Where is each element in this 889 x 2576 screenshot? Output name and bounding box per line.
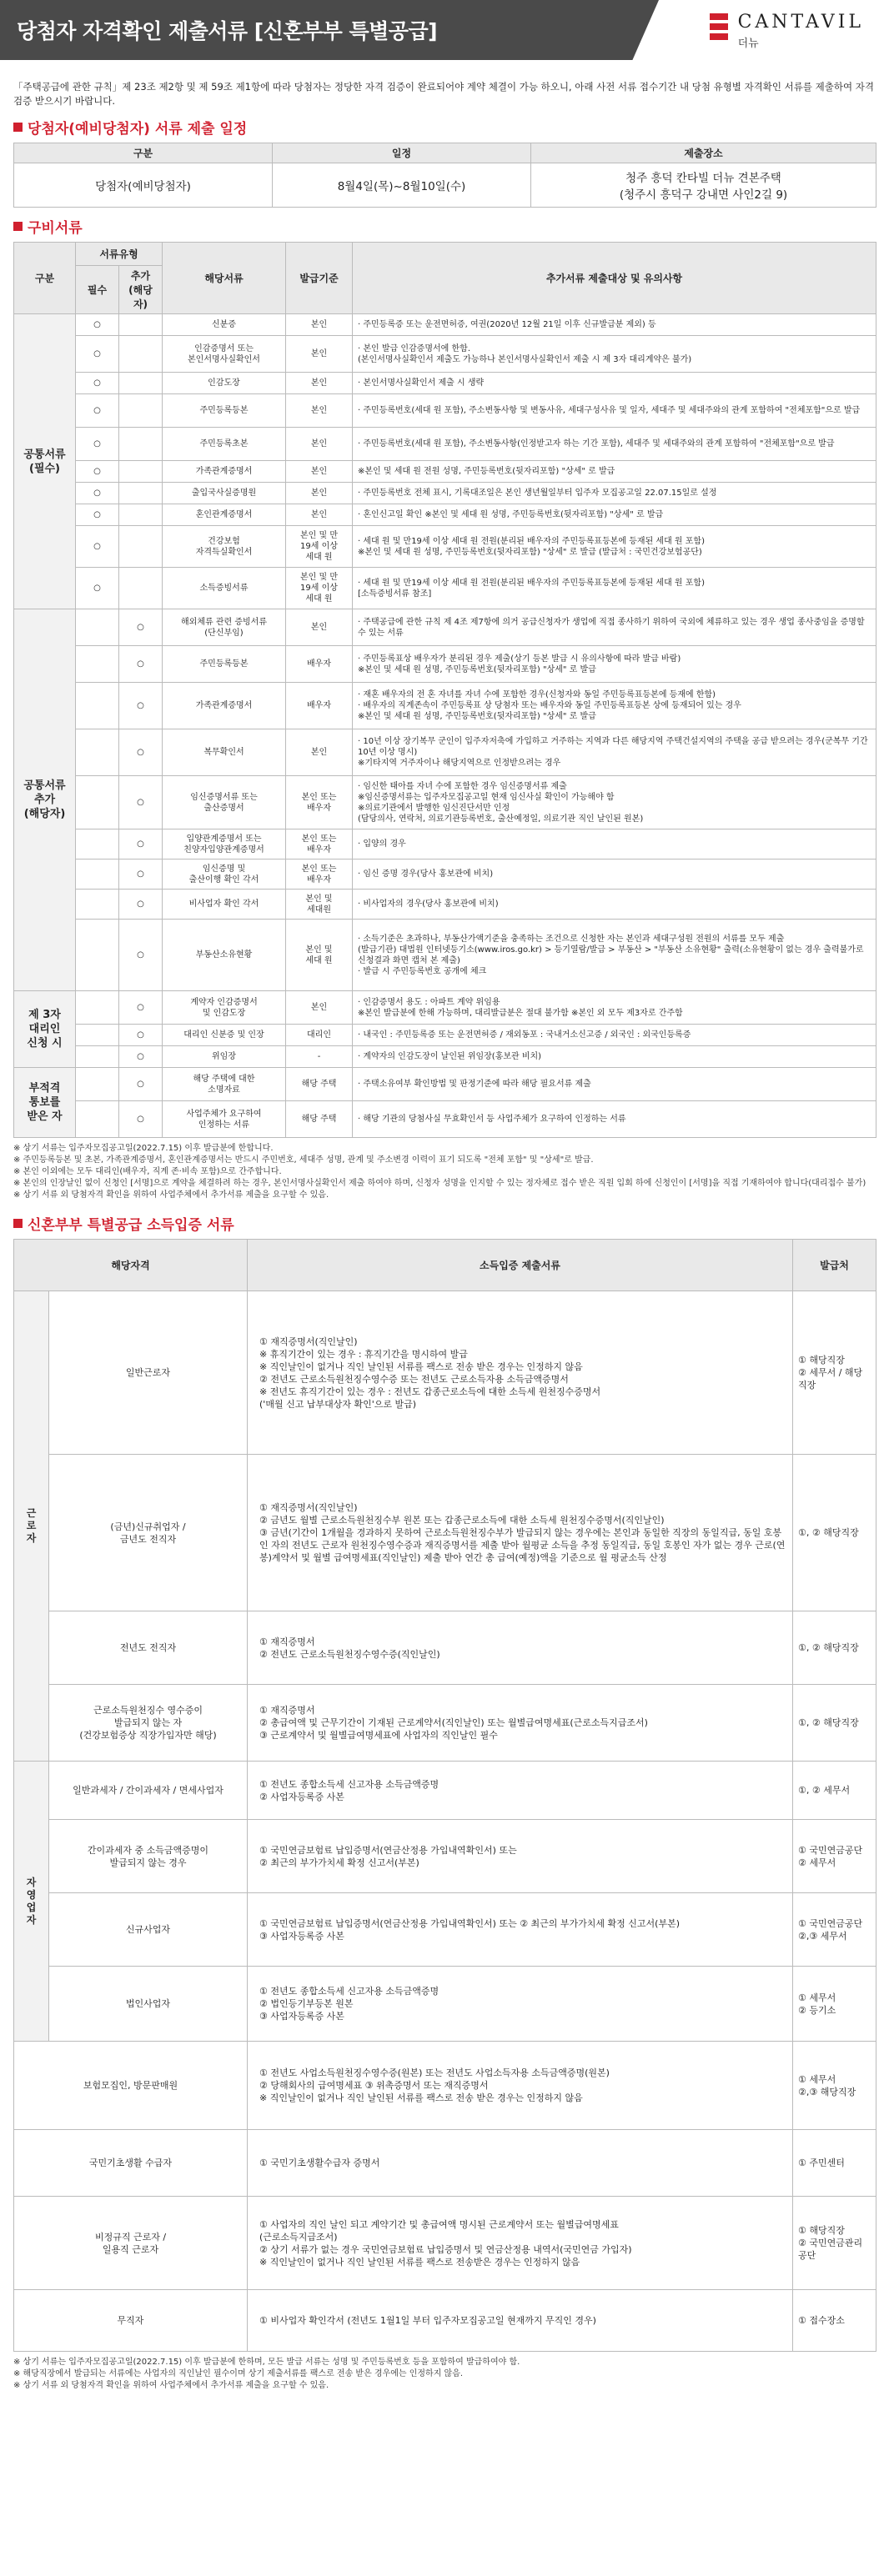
page-title: 당첨자 자격확인 제출서류 [신혼부부 특별공급] (17, 19, 438, 43)
docs-cell-add: ○ (119, 1025, 163, 1046)
schedule-header: 구분 (14, 143, 273, 163)
bullet-square-icon (13, 1219, 23, 1228)
income-docs: ① 재직증명서(직인날인) ② 금년도 월별 근로소득원천징수부 원본 또는 갑종근로소득에 대한 소득세 원천징수증명서(직인날인) ③ 금년(기간이 1개월을 경과하지 못하여 근로소득원천징수부가 발급되지 않는 경우에는 본인과 동일한 직장의 동일직급, 동일 호봉인 자의 전년도 근로자 원천징수영수증과 재직증명서를 제출 받아 월평균 소득을 추정 동일직급, 동일 호봉인 자가 없는 경우 근로(연봉)계약서 및 월별 급여명세표(직인날인) 제출 받아 연간 총 급여(예정)액을 기준으로 월 평균소득 산정 (248, 1455, 793, 1611)
income-qualification: 전년도 전직자 (49, 1611, 248, 1685)
docs-row (14, 1101, 876, 1138)
docs-cell-req (76, 1101, 119, 1138)
income-qualification: 신규사업자 (49, 1893, 248, 1967)
docs-cell-doc: 인감도장 (163, 373, 286, 394)
docs-cell-doc: 주민등록초본 (163, 428, 286, 461)
docs-cell-add (119, 336, 163, 373)
docs-cell-req: ○ (76, 526, 119, 568)
docs-row (14, 373, 876, 394)
income-row (14, 2290, 876, 2352)
docs-header: 추가 (해당자) (119, 266, 163, 314)
docs-cell-doc: 비사업자 확인 각서 (163, 890, 286, 920)
docs-row (14, 504, 876, 526)
docs-cell-note: · 주민등록표상 배우자가 분리된 경우 제출(상기 등본 발급 시 유의사항에 따라 발급 바람) ※본인 및 세대 원 성명, 주민등록번호(뒷자리포함) "상세" 로 발급 (353, 646, 876, 683)
income-row (14, 1455, 876, 1611)
docs-cell-basis: - (286, 1046, 353, 1068)
docs-cell-basis: 본인 (286, 394, 353, 428)
docs-cell-add: ○ (119, 890, 163, 920)
income-qualification: 보험모집인, 방문판매원 (14, 2042, 248, 2130)
docs-cell-add: ○ (119, 860, 163, 890)
income-qualification: 근로소득원천징수 영수증이 발급되지 않는 자 (건강보험증상 직장가입자만 해당) (49, 1685, 248, 1762)
docs-cell-req (76, 890, 119, 920)
docs-cell-note: · 주택소유여부 확인방법 및 판정기준에 따라 해당 필요서류 제출 (353, 1068, 876, 1101)
docs-group-label: 공통서류 추가 (해당자) (14, 609, 76, 991)
income-issuer: ①, ② 해당직장 (793, 1455, 876, 1611)
docs-cell-basis: 본인 또는 배우자 (286, 860, 353, 890)
docs-cell-req (76, 1068, 119, 1101)
income-row (14, 1762, 876, 1820)
income-row (14, 1820, 876, 1893)
docs-cell-note: · 해당 기관의 당첨사실 무효확인서 등 사업주체가 요구하여 인정하는 서류 (353, 1101, 876, 1138)
income-docs: ① 재직증명서 ② 총급여액 및 근무기간이 기재된 근로계약서(직인날인) 또는 월별급여명세표(근로소득지급조서) ③ 근로계약서 및 월별급여명세표에 사업자의 직인날인 필수 (248, 1685, 793, 1762)
docs-cell-basis: 본인 및 세대 원 (286, 920, 353, 991)
docs-cell-note: · 재혼 배우자의 전 혼 자녀를 자녀 수에 포함한 경우(신청자와 동일 주민등록표등본에 등재에 한함) · 배우자의 직계존속이 주민등록표 상 당첨자 또는 배우자와 동일 주민등록표등본 상에 등재되어 있는 경우 ※본인 및 세대 원 성명, 주민등록번호(뒷자리포함) "상세" 로 발급 (353, 683, 876, 729)
docs-cell-doc: 가족관계증명서 (163, 683, 286, 729)
income-header: 발급처 (793, 1240, 876, 1291)
income-qualification: (금년)신규취업자 / 금년도 전직자 (49, 1455, 248, 1611)
income-issuer: ① 국민연금공단 ②,③ 세무서 (793, 1893, 876, 1967)
brand-sub: 더뉴 (737, 38, 759, 50)
docs-group-label: 부적격 통보를 받은 자 (14, 1068, 76, 1138)
income-header: 해당자격 (14, 1240, 248, 1291)
schedule-cell: 8월4일(목)~8월10일(수) (273, 163, 531, 208)
docs-row (14, 776, 876, 829)
bullet-square-icon (13, 123, 23, 132)
docs-cell-note: · 혼인신고일 확인 ※본인 및 세대 원 성명, 주민등록번호(뒷자리포함) "상세" 로 발급 (353, 504, 876, 526)
docs-cell-basis: 본인 및 만 19세 이상 세대 원 (286, 568, 353, 609)
schedule-header: 제출장소 (531, 143, 876, 163)
docs-row (14, 729, 876, 776)
income-qualification: 국민기초생활 수급자 (14, 2130, 248, 2197)
docs-cell-req: ○ (76, 568, 119, 609)
docs-cell-add (119, 314, 163, 336)
docs-cell-basis: 해당 주택 (286, 1068, 353, 1101)
docs-cell-doc: 가족관계증명서 (163, 461, 286, 483)
docs-row (14, 890, 876, 920)
docs-header: 필수 (76, 266, 119, 314)
docs-cell-note: · 10년 이상 장기복무 군인이 입주자저축에 가입하고 거주하는 지역과 다른 해당지역 주택건설지역의 주택을 공급 받으려는 경우(군복무 기간 10년 이상 명시) ※기타지역 거주자이나 해당지역으로 인정받으려는 경우 (353, 729, 876, 776)
income-row (14, 1967, 876, 2042)
docs-cell-add: ○ (119, 1046, 163, 1068)
docs-row (14, 1046, 876, 1068)
note-line: ※ 해당직장에서 발급되는 서류에는 사업자의 직인날인 필수이며 상기 제출서류를 팩스로 전송 받은 경우에는 인정하지 않음. (13, 2369, 464, 2378)
docs-group-label: 공통서류 (필수) (14, 314, 76, 609)
docs-header: 서류유형 (76, 243, 163, 266)
docs-cell-doc: 소득증빙서류 (163, 568, 286, 609)
income-row (14, 2130, 876, 2197)
note-line: ※ 상기 서류 외 당첨자격 확인을 위하여 사업주체에서 추가서류 제출을 요구할 수 있음. (13, 1190, 329, 1200)
docs-cell-doc: 신분증 (163, 314, 286, 336)
docs-row (14, 526, 876, 568)
docs-row (14, 394, 876, 428)
brand-logo (738, 12, 864, 50)
income-docs: ① 재직증명서 ② 전년도 근로소득원천징수영수증(직인날인) (248, 1611, 793, 1685)
income-issuer: ① 국민연금공단 ② 세무서 (793, 1820, 876, 1893)
docs-cell-basis: 본인 또는 배우자 (286, 776, 353, 829)
docs-cell-basis: 해당 주택 (286, 1101, 353, 1138)
income-qualification: 일반근로자 (49, 1291, 248, 1455)
income-qualification: 무직자 (14, 2290, 248, 2352)
income-docs: ① 비사업자 확인각서 (전년도 1월1일 부터 입주자모집공고일 현재까지 무직인 경우) (248, 2290, 793, 2352)
docs-cell-req (76, 1046, 119, 1068)
docs-notes (13, 1143, 876, 1201)
docs-header: 발급기준 (286, 243, 353, 314)
docs-row (14, 991, 876, 1025)
income-group-label: 근 로 자 (14, 1291, 49, 1762)
docs-cell-basis: 본인 (286, 314, 353, 336)
income-issuer: ①, ② 해당직장 (793, 1611, 876, 1685)
docs-cell-doc: 부동산소유현황 (163, 920, 286, 991)
income-row (14, 1291, 876, 1455)
docs-cell-doc: 임신증명서류 또는 출산증명서 (163, 776, 286, 829)
docs-cell-basis: 본인 (286, 373, 353, 394)
docs-cell-req: ○ (76, 394, 119, 428)
docs-row (14, 920, 876, 991)
income-table (13, 1239, 876, 2352)
docs-cell-req (76, 920, 119, 991)
docs-cell-basis: 본인 (286, 483, 353, 504)
docs-cell-doc: 출입국사실증명원 (163, 483, 286, 504)
docs-cell-basis: 본인 (286, 461, 353, 483)
docs-cell-req: ○ (76, 336, 119, 373)
docs-row (14, 483, 876, 504)
docs-cell-basis: 본인 (286, 336, 353, 373)
docs-cell-add (119, 504, 163, 526)
docs-cell-add: ○ (119, 991, 163, 1025)
docs-row (14, 1025, 876, 1046)
income-notes (13, 2357, 876, 2392)
income-issuer: ① 세무서 ② 등기소 (793, 1967, 876, 2042)
income-group-label: 자 영 업 자 (14, 1762, 49, 2042)
income-header: 소득입증 제출서류 (248, 1240, 793, 1291)
income-row (14, 1611, 876, 1685)
docs-row (14, 314, 876, 336)
docs-cell-req: ○ (76, 483, 119, 504)
docs-row (14, 461, 876, 483)
docs-cell-doc: 인감증명서 또는 본인서명사실확인서 (163, 336, 286, 373)
docs-cell-add: ○ (119, 683, 163, 729)
docs-cell-req (76, 860, 119, 890)
docs-cell-note: · 임신한 태아를 자녀 수에 포함한 경우 임신증명서류 제출 ※임신증명서류는 입주자모집공고일 현재 임신사실 확인이 가능해야 함 ※의료기관에서 발행한 임신진단서만 인정 (담당의사, 연락처, 의료기관등록번호, 출산예정일, 의료기관 직인 날인된 원본) (353, 776, 876, 829)
docs-cell-note: · 계약자의 인감도장이 날인된 위임장(홍보관 비치) (353, 1046, 876, 1068)
note-line: ※ 상기 서류 외 당첨자격 확인을 위하여 사업주체에서 추가서류 제출을 요구할 수 있음. (13, 2381, 329, 2390)
income-issuer: ①, ② 세무서 (793, 1762, 876, 1820)
docs-cell-basis: 본인 (286, 504, 353, 526)
schedule-table (13, 143, 876, 208)
docs-cell-basis: 본인 또는 배우자 (286, 829, 353, 860)
docs-row (14, 646, 876, 683)
income-docs: ① 국민연금보험료 납입증명서(연금산정용 가입내역확인서) 또는 ② 최근의 부가가치세 확정 신고서(부본) (248, 1820, 793, 1893)
docs-group-label: 제 3자 대리인 신청 시 (14, 991, 76, 1068)
docs-cell-req: ○ (76, 428, 119, 461)
docs-cell-basis: 본인 (286, 729, 353, 776)
docs-header: 구분 (14, 243, 76, 314)
docs-cell-req (76, 646, 119, 683)
income-docs: ① 국민연금보험료 납입증명서(연금산정용 가입내역확인서) 또는 ② 최근의 부가가치세 확정 신고서(부본) ③ 사업자등록증 사본 (248, 1893, 793, 1967)
docs-cell-add: ○ (119, 920, 163, 991)
docs-cell-req (76, 991, 119, 1025)
income-issuer: ① 해당직장 ② 세무서 / 해당직장 (793, 1291, 876, 1455)
income-row (14, 1893, 876, 1967)
docs-cell-note: · 본인서명사실확인서 제출 시 생략 (353, 373, 876, 394)
income-qualification: 비정규직 근로자 / 일용직 근로자 (14, 2197, 248, 2290)
income-qualification: 법인사업자 (49, 1967, 248, 2042)
docs-cell-basis: 본인 (286, 991, 353, 1025)
docs-cell-basis: 대리인 (286, 1025, 353, 1046)
docs-cell-basis: 배우자 (286, 683, 353, 729)
brand-name: CANTAVIL (737, 12, 864, 33)
schedule-cell: 청주 흥덕 칸타빌 더뉴 견본주택 (청주시 흥덕구 강내면 사인2길 9) (531, 163, 876, 208)
docs-cell-add: ○ (119, 829, 163, 860)
income-issuer: ① 해당직장 ② 국민연금관리공단 (793, 2197, 876, 2290)
docs-row (14, 829, 876, 860)
docs-cell-doc: 임신증명 및 출산이행 확인 각서 (163, 860, 286, 890)
income-row (14, 2197, 876, 2290)
docs-header: 추가서류 제출대상 및 유의사항 (353, 243, 876, 314)
income-row (14, 1685, 876, 1762)
docs-cell-req (76, 729, 119, 776)
income-docs: ① 국민기초생활수급자 증명서 (248, 2130, 793, 2197)
page-header (0, 0, 889, 68)
note-line: ※ 상기 서류는 입주자모집공고일(2022.7.15) 이후 발급분에 한합니다. (13, 1144, 274, 1153)
docs-cell-note: ※본인 및 세대 원 전원 성명, 주민등록번호(뒷자리포함) "상세" 로 발급 (353, 461, 876, 483)
docs-cell-note: · 세대 원 및 만19세 이상 세대 원 전원(분리된 배우자의 주민등록표등본에 등재된 세대 원 포함) ※본인 및 세대 원 성명, 주민등록번호(뒷자리포함) "상세" 로 발급 (발급처 : 국민건강보험공단) (353, 526, 876, 568)
docs-cell-doc: 복무확인서 (163, 729, 286, 776)
docs-cell-doc: 대리인 신분증 및 인장 (163, 1025, 286, 1046)
income-qualification: 일반과세자 / 간이과세자 / 면세사업자 (49, 1762, 248, 1820)
income-docs: ① 재직증명서(직인날인) ※ 휴직기간이 있는 경우 : 휴직기간을 명시하여 발급 ※ 직인날인이 없거나 직인 날인된 서류를 팩스로 전송 받은 경우는 인정하지 않음 ② 전년도 근로소득원천징수영수증 또는 전년도 근로소득자용 소득금액증명서 ※ 전년도 휴직기간이 있는 경우 : 전년도 갑종근로소득에 대한 소득세 원천징수증명서 ('매월 신고 납부대상자 확인'으로 발급) (248, 1291, 793, 1455)
docs-cell-add (119, 568, 163, 609)
docs-cell-doc: 건강보험 자격득실확인서 (163, 526, 286, 568)
docs-cell-note: · 본인 발급 인감증명서에 한함. (본인서명사실확인서 제출도 가능하나 본인서명사실확인서 제출 시 제 3자 대리계약은 불가) (353, 336, 876, 373)
docs-cell-doc: 입양관계증명서 또는 친양자입양관계증명서 (163, 829, 286, 860)
docs-cell-note: · 소득기준은 초과하나, 부동산가액기준을 충족하는 조건으로 신청한 자는 본인과 세대구성원 전원의 서류를 모두 제출 (발급기관) 대법원 인터넷등기소(www.iros.go.kr) > 등기열람/발급 > 부동산 > "부동산 소유현황" 출력(소유현황이 없는 경우 출력불가로 신청결과 화면 캡처 본 제출) · 발급 시 주민등록번호 공개에 체크 (353, 920, 876, 991)
docs-cell-doc: 사업주체가 요구하여 인정하는 서류 (163, 1101, 286, 1138)
docs-table (13, 242, 876, 1138)
docs-row (14, 860, 876, 890)
intro-text: 「주택공급에 관한 규칙」제 23조 제2항 및 제 59조 제1항에 따라 당첨자는 정당한 자격 검증이 완료되어야 계약 체결이 가능 하오니, 아래 사전 서류 접수기간 내 당첨 유형별 자격확인 서류를 제출하여 자격검증 받으시기 바랍니다. (13, 81, 874, 107)
income-qualification: 간이과세자 중 소득금액증명이 발급되지 않는 경우 (49, 1820, 248, 1893)
docs-cell-note: · 임신 증명 경우(당사 홍보관에 비치) (353, 860, 876, 890)
schedule-header: 일정 (273, 143, 531, 163)
docs-row (14, 609, 876, 646)
income-issuer: ① 주민센터 (793, 2130, 876, 2197)
docs-row (14, 568, 876, 609)
docs-cell-add (119, 483, 163, 504)
income-issuer: ① 세무서 ②,③ 해당직장 (793, 2042, 876, 2130)
docs-cell-add (119, 428, 163, 461)
docs-cell-doc: 해외체류 관련 증빙서류 (단신부임) (163, 609, 286, 646)
docs-cell-add (119, 394, 163, 428)
docs-cell-doc: 해당 주택에 대한 소명자료 (163, 1068, 286, 1101)
docs-cell-basis: 본인 (286, 609, 353, 646)
income-docs: ① 전년도 종합소득세 신고자용 소득금액증명 ② 법인등기부등본 원본 ③ 사업자등록증 사본 (248, 1967, 793, 2042)
section-schedule-title: 당첨자(예비당첨자) 서류 제출 일정 (13, 117, 876, 138)
docs-cell-note: · 입양의 경우 (353, 829, 876, 860)
docs-cell-basis: 본인 (286, 428, 353, 461)
docs-cell-add: ○ (119, 1101, 163, 1138)
docs-cell-basis: 본인 및 만 19세 이상 세대 원 (286, 526, 353, 568)
docs-cell-req (76, 683, 119, 729)
income-docs: ① 사업자의 직인 날인 되고 계약기간 및 총급여액 명시된 근로계약서 또는 월별급여명세표 (근로소득지급조서) ② 상기 서류가 없는 경우 국민연금보험료 납입증명서 및 연금산정용 내역서(국민연금 가입자) ※ 직인날인이 없거나 직인 날인된 서류를 팩스로 전송받은 경우는 인정하지 않음 (248, 2197, 793, 2290)
income-row (14, 2042, 876, 2130)
docs-cell-note: · 주민등록번호 전체 표시, 기록대조일은 본인 생년월일부터 입주자 모집공고일 22.07.15일로 설정 (353, 483, 876, 504)
docs-cell-doc: 주민등록등본 (163, 646, 286, 683)
docs-cell-add: ○ (119, 1068, 163, 1101)
section-income-title: 신혼부부 특별공급 소득입증 서류 (13, 1213, 876, 1234)
docs-cell-req (76, 776, 119, 829)
income-issuer: ① 접수장소 (793, 2290, 876, 2352)
docs-cell-add (119, 373, 163, 394)
section-docs-title: 구비서류 (13, 216, 876, 237)
docs-cell-req: ○ (76, 504, 119, 526)
schedule-cell: 당첨자(예비당첨자) (14, 163, 273, 208)
docs-cell-add: ○ (119, 646, 163, 683)
docs-cell-req: ○ (76, 461, 119, 483)
docs-row (14, 428, 876, 461)
note-line: ※ 주민등록등본 및 초본, 가족관계증명서, 혼인관계증명서는 반드시 주민번호, 세대주 성명, 관계 및 주소변경 이력이 표기 되도록 "전체 포함" 및 "상세"로 발급. (13, 1155, 594, 1165)
docs-cell-req: ○ (76, 373, 119, 394)
brand-mark-icon (710, 13, 728, 43)
docs-cell-note: · 세대 원 및 만19세 이상 세대 원 전원(분리된 배우자의 주민등록표등본에 등재된 세대 원 포함) [소득증빙서류 참조] (353, 568, 876, 609)
docs-cell-add: ○ (119, 609, 163, 646)
docs-cell-req (76, 1025, 119, 1046)
docs-cell-basis: 본인 및 세대원 (286, 890, 353, 920)
docs-cell-doc: 혼인관계증명서 (163, 504, 286, 526)
docs-cell-note: · 주택공급에 관한 규칙 제 4조 제7항에 의거 공급신청자가 생업에 직접 종사하기 위하여 국외에 체류하고 있는 경우 생업 종사중임을 증명할 수 있는 서류 (353, 609, 876, 646)
docs-cell-note: · 인감증명서 용도 : 아파트 계약 위임용 ※본인 발급분에 한해 가능하며, 대리발급분은 절대 불가함 ※본인 외 모두 제3자로 간주함 (353, 991, 876, 1025)
docs-row (14, 1068, 876, 1101)
income-docs: ① 전년도 종합소득세 신고자용 소득금액증명 ② 사업자등록증 사본 (248, 1762, 793, 1820)
docs-cell-add (119, 526, 163, 568)
note-line: ※ 상기 서류는 입주자모집공고일(2022.7.15) 이후 발급분에 한하며, 모든 발급 서류는 성명 및 주민등록번호 등을 포함하여 발급하여야 함. (13, 2358, 520, 2367)
income-docs: ① 전년도 사업소득원천징수영수증(원본) 또는 전년도 사업소득자용 소득금액증명(원본) ② 당해회사의 급여명세표 ③ 위촉증명서 또는 재직증명서 ※ 직인날인이 없거나 직인 날인된 서류를 팩스로 전송 받은 경우는 인정하지 않음 (248, 2042, 793, 2130)
docs-cell-note: · 주민등록증 또는 운전면허증, 여권(2020년 12월 21일 이후 신규발급분 제외) 등 (353, 314, 876, 336)
docs-cell-note: · 비사업자의 경우(당사 홍보관에 비치) (353, 890, 876, 920)
docs-cell-doc: 계약자 인감증명서 및 인감도장 (163, 991, 286, 1025)
docs-cell-req (76, 609, 119, 646)
docs-cell-req (76, 829, 119, 860)
docs-cell-note: · 주민등록번호(세대 원 포함), 주소변동사항(인정받고자 하는 기간 포함), 세대주 및 세대주와의 관계 포함하여 "전체포함"으로 발급 (353, 428, 876, 461)
docs-header: 해당서류 (163, 243, 286, 314)
docs-cell-note: · 주민등록번호(세대 원 포함), 주소변동사항 및 변동사유, 세대구성사유 및 일자, 세대주 및 세대주와의 관계 포함하여 "전체포함"으로 발급 (353, 394, 876, 428)
note-line: ※ 본인 이외에는 모두 대리인(배우자, 직계 존·비속 포함)으로 간주합니다. (13, 1167, 282, 1176)
docs-row (14, 683, 876, 729)
docs-row (14, 336, 876, 373)
note-line: ※ 본인의 인장날인 없이 신청인 [서명]으로 계약을 체결하려 하는 경우, 본인서명사실확인서 제출 하여야 하며, 신청자 성명을 인지할 수 있는 정자체로 접수 받은 직원 입회 하에 신청인이 [서명]을 직접 기재하여야 합니다(대리접수 불가) (13, 1179, 866, 1188)
docs-cell-basis: 배우자 (286, 646, 353, 683)
docs-cell-doc: 위임장 (163, 1046, 286, 1068)
docs-cell-add (119, 461, 163, 483)
docs-cell-doc: 주민등록등본 (163, 394, 286, 428)
bullet-square-icon (13, 222, 23, 231)
docs-cell-note: · 내국인 : 주민등록증 또는 운전면허증 / 재외동포 : 국내거소신고증 / 외국인 : 외국인등록증 (353, 1025, 876, 1046)
docs-cell-add: ○ (119, 729, 163, 776)
docs-cell-add: ○ (119, 776, 163, 829)
docs-cell-req: ○ (76, 314, 119, 336)
income-issuer: ①, ② 해당직장 (793, 1685, 876, 1762)
